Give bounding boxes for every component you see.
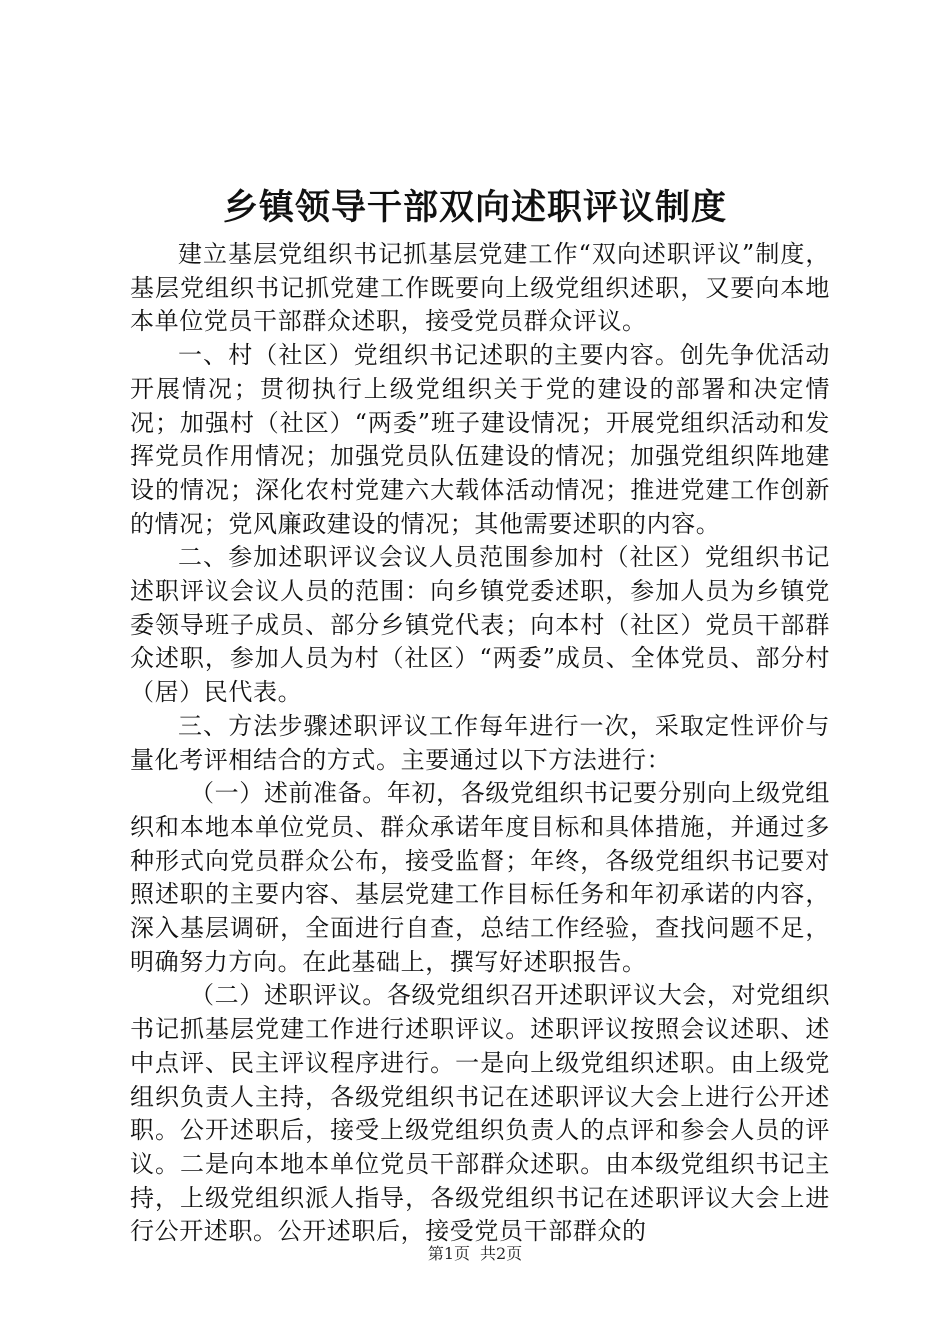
paragraph-section-3: 三、方法步骤述职评议工作每年进行一次，采取定性评价与量化考评相结合的方式。主要通过以下方法进行： [130, 711, 830, 774]
page-footer [0, 1243, 950, 1265]
document-title: 乡镇领导干部双向述职评议制度 [222, 187, 727, 228]
page-number-total: 共2页 [480, 1244, 523, 1263]
paragraph-section-2: 二、参加述职评议会议人员范围参加村（社区）党组织书记述职评议会议人员的范围：向乡镇党委述职，参加人员为乡镇党委领导班子成员、部分乡镇党代表；向本村（社区）党员干部群众述职，参加人员为村（社区）“两委”成员、全体党员、部分村（居）民代表。 [130, 543, 830, 707]
page-number-current: 第1页 [427, 1244, 470, 1263]
paragraph-intro: 建立基层党组织书记抓基层党建工作“双向述职评议”制度，基层党组织书记抓党建工作既要向上级党组织述职，又要向本地本单位党员干部群众述职，接受党员群众评议。 [130, 240, 830, 336]
document-body [130, 238, 830, 1249]
paragraph-section-1: 一、村（社区）党组织书记述职的主要内容。创先争优活动开展情况；贯彻执行上级党组织关于党的建设的部署和决定情况；加强村（社区）“两委”班子建设情况；开展党组织活动和发挥党员作用情况；加强党员队伍建设的情况；加强党组织阵地建设的情况；深化农村党建六大载体活动情况；推进党建工作创新的情况；党风廉政建设的情况；其他需要述职的内容。 [130, 341, 830, 538]
paragraph-subsection-1: （一）述前准备。年初，各级党组织书记要分别向上级党组织和本地本单位党员、群众承诺年度目标和具体措施，并通过多种形式向党员群众公布，接受监督；年终，各级党组织书记要对照述职的主要内容、基层党建工作目标任务和年初承诺的内容，深入基层调研，全面进行自查，总结工作经验，查找问题不足，明确努力方向。在此基础上，撰写好述职报告。 [130, 779, 830, 976]
paragraph-subsection-2: （二）述职评议。各级党组织召开述职评议大会，对党组织书记抓基层党建工作进行述职评议。述职评议按照会议述职、述中点评、民主评议程序进行。一是向上级党组织述职。由上级党组织负责人主持，各级党组织书记在述职评议大会上进行公开述职。公开述职后，接受上级党组织负责人的点评和参会人员的评议。二是向本地本单位党员干部群众述职。由本级党组织书记主持，上级党组织派人指导，各级党组织书记在述职评议大会上进行公开述职。公开述职后，接受党员干部群众的 [130, 981, 830, 1246]
